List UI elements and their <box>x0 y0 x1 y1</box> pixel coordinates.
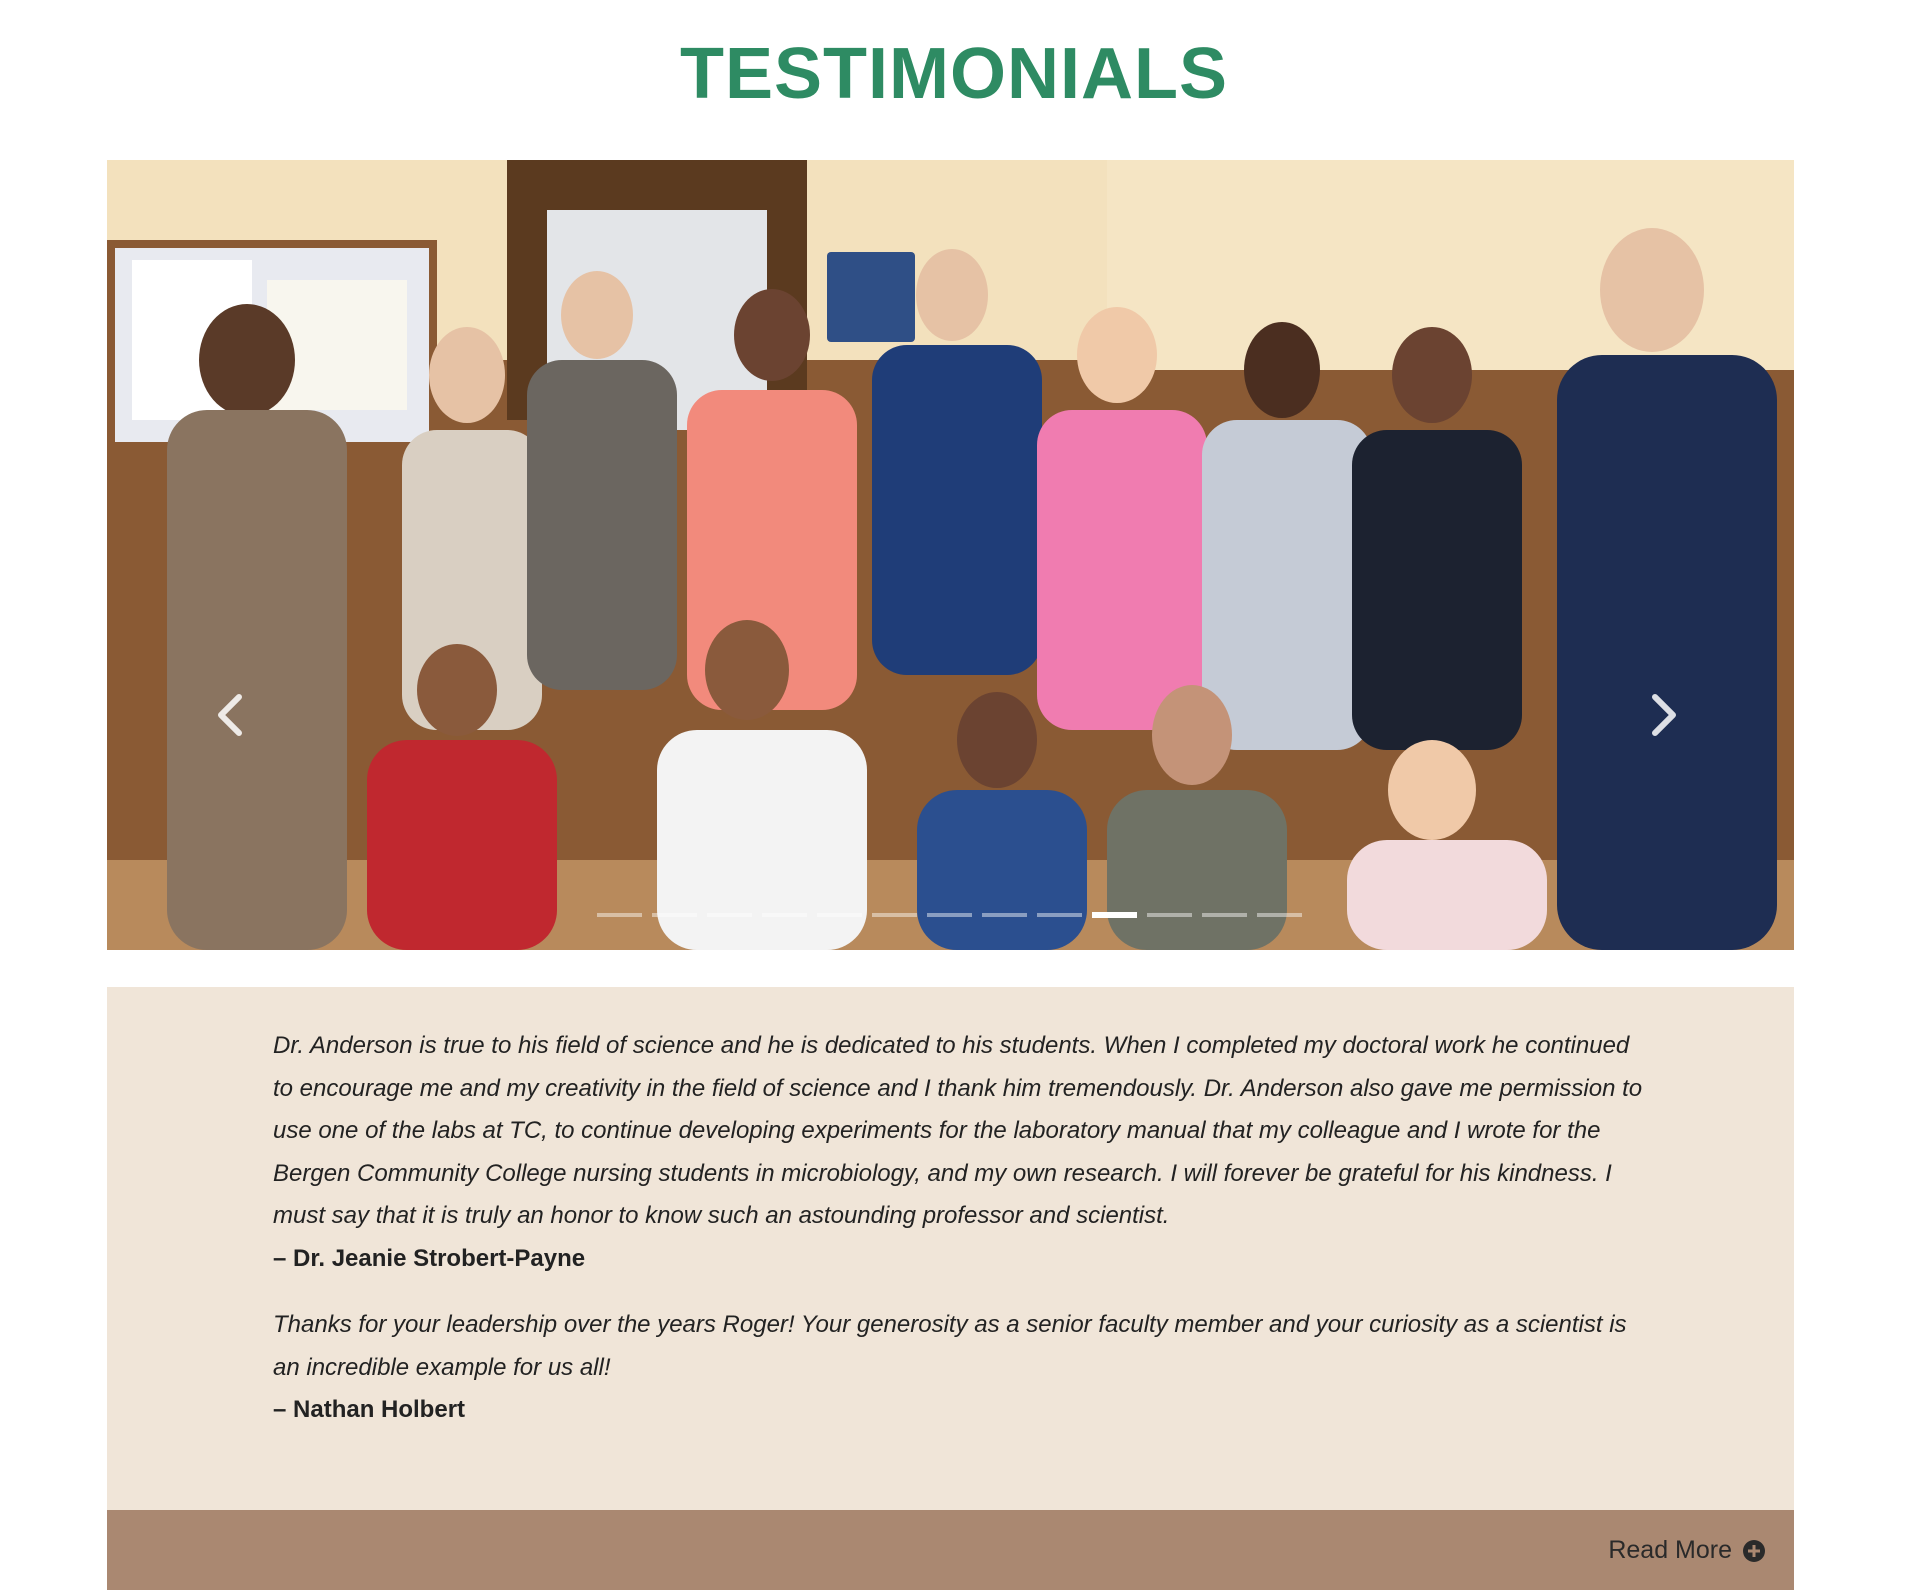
carousel-dot[interactable] <box>762 913 807 917</box>
carousel-dot[interactable] <box>982 913 1027 917</box>
carousel-dot[interactable] <box>817 913 862 917</box>
testimonial-list <box>273 1025 1653 1456</box>
carousel-dot[interactable] <box>652 913 697 917</box>
carousel-indicators <box>597 905 1313 925</box>
chevron-left-icon[interactable] <box>207 685 257 745</box>
testimonials-panel <box>107 987 1794 1510</box>
carousel-dot[interactable] <box>1202 913 1247 917</box>
carousel-dot[interactable] <box>1257 913 1302 917</box>
testimonial-text: Dr. Anderson is true to his field of science and he is dedicated to his students. When I completed my doctoral work he continued to encourage me and my creativity in the field of science and I thank him tremendously. Dr. Anderson also gave me permission to use one of the labs at TC, to continue developing experiments for the laboratory manual that my colleague and I wrote for the Bergen Community College nursing students in microbiology, and my own research. I will forever be grateful for his kindness. I must say that it is truly an honor to know such an astounding professor and scientist. <box>273 1032 1643 1229</box>
carousel-dot[interactable] <box>1092 912 1137 918</box>
carousel-dot[interactable] <box>872 913 917 917</box>
testimonial-text: Thanks for your leadership over the years Roger! Your generosity as a senior faculty member and your curiosity as a scientist is an incredible example for us all! <box>273 1311 1627 1381</box>
carousel-dot[interactable] <box>597 913 642 917</box>
testimonial-author: – Dr. Jeanie Strobert-Payne <box>273 1244 586 1272</box>
read-more-label: Read More <box>1608 1536 1732 1564</box>
carousel-dot[interactable] <box>1037 913 1082 917</box>
plus-circle-icon <box>1742 1539 1766 1563</box>
read-more-bar <box>107 1510 1794 1590</box>
group-photo <box>107 160 1794 950</box>
read-more-button[interactable] <box>1608 1536 1766 1565</box>
chevron-right-icon[interactable] <box>1637 685 1687 745</box>
carousel-dot[interactable] <box>927 913 972 917</box>
photo-carousel[interactable] <box>107 160 1794 950</box>
carousel-dot[interactable] <box>707 913 752 917</box>
carousel-dot[interactable] <box>1147 913 1192 917</box>
testimonial-author: – Nathan Holbert <box>273 1396 466 1423</box>
page-title: TESTIMONIALS <box>680 34 1228 114</box>
